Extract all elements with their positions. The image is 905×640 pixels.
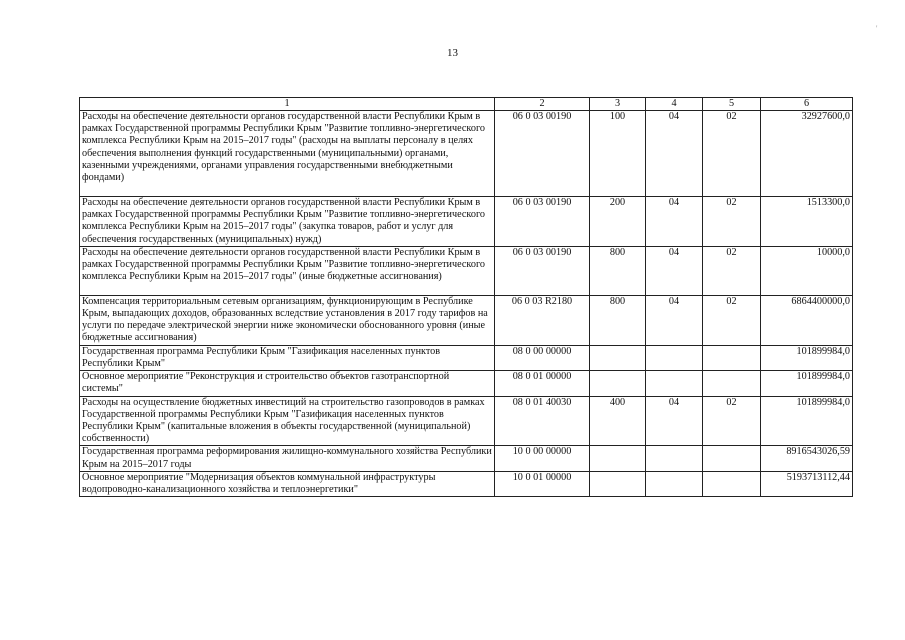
header-row — [80, 98, 853, 111]
expense-type — [590, 371, 646, 396]
target-code: 08 0 01 40030 — [495, 396, 590, 446]
amount: 101899984,0 — [761, 396, 853, 446]
item-name: Расходы на осуществление бюджетных инвестиций на строительство газопроводов в рамках Государственной программы Республики Крым "Газификация населенных пунктов Республики Крым" (капитальные вложения в объекты государственной (муниципальной) собственности) — [80, 396, 495, 446]
item-name: Расходы на обеспечение деятельности органов государственной власти Республики Крым в рамках Государственной программы Республики Крым "Развитие топливно-энергетического комплекса Республики Крым на 2015–2017 годы" (закупка товаров, работ и услуг для обеспечения государственных (муниципальных) нужд) — [80, 197, 495, 247]
amount: 5193713112,44 — [761, 471, 853, 496]
expense-type: 100 — [590, 111, 646, 197]
target-code: 10 0 00 00000 — [495, 446, 590, 471]
subsection-code — [703, 371, 761, 396]
expense-type — [590, 345, 646, 370]
expense-type: 200 — [590, 197, 646, 247]
table-row — [80, 396, 853, 446]
subsection-code — [703, 471, 761, 496]
amount: 6864400000,0 — [761, 295, 853, 345]
table-row — [80, 197, 853, 247]
section-code — [646, 371, 703, 396]
table-row — [80, 371, 853, 396]
section-code: 04 — [646, 295, 703, 345]
subsection-code — [703, 345, 761, 370]
table-row — [80, 345, 853, 370]
header-cell-3: 3 — [590, 98, 646, 111]
expense-type: 400 — [590, 396, 646, 446]
item-name: Компенсация территориальным сетевым организациям, функционирующим в Республике Крым, выпадающих доходов, образованных вследствие установления в 2017 году тарифов на услуги по передаче электрической энергии ниже экономически обоснованного уровня (иные бюджетные ассигнования) — [80, 295, 495, 345]
header-cell-1: 1 — [80, 98, 495, 111]
header-cell-4: 4 — [646, 98, 703, 111]
table-row — [80, 246, 853, 295]
target-code: 10 0 01 00000 — [495, 471, 590, 496]
item-name: Государственная программа Республики Крым "Газификация населенных пунктов Республики Крым" — [80, 345, 495, 370]
section-code: 04 — [646, 111, 703, 197]
header-cell-2: 2 — [495, 98, 590, 111]
table-row — [80, 471, 853, 496]
item-name: Основное мероприятие "Модернизация объектов коммунальной инфраструктуры водопроводно-канализационного хозяйства и теплоэнергетики" — [80, 471, 495, 496]
item-name: Расходы на обеспечение деятельности органов государственной власти Республики Крым в рамках Государственной программы Республики Крым "Развитие топливно-энергетического комплекса Республики Крым на 2015–2017 годы" (иные бюджетные ассигнования) — [80, 246, 495, 295]
section-code — [646, 471, 703, 496]
budget-table — [79, 97, 853, 497]
section-code: 04 — [646, 197, 703, 247]
item-name: Государственная программа реформирования жилищно-коммунального хозяйства Республики Крым на 2015–2017 годы — [80, 446, 495, 471]
subsection-code: 02 — [703, 197, 761, 247]
target-code: 08 0 00 00000 — [495, 345, 590, 370]
subsection-code: 02 — [703, 246, 761, 295]
table-row — [80, 446, 853, 471]
page-number: 13 — [447, 47, 458, 59]
subsection-code: 02 — [703, 396, 761, 446]
item-name: Основное мероприятие "Реконструкция и строительство объектов газотранспортной системы" — [80, 371, 495, 396]
amount: 8916543026,59 — [761, 446, 853, 471]
header-cell-5: 5 — [703, 98, 761, 111]
amount: 101899984,0 — [761, 371, 853, 396]
header-cell-6: 6 — [761, 98, 853, 111]
target-code: 06 0 03 00190 — [495, 246, 590, 295]
target-code: 06 0 03 00190 — [495, 197, 590, 247]
scan-mark: ' — [876, 24, 878, 33]
target-code: 06 0 03 00190 — [495, 111, 590, 197]
amount: 1513300,0 — [761, 197, 853, 247]
section-code: 04 — [646, 396, 703, 446]
subsection-code: 02 — [703, 295, 761, 345]
subsection-code: 02 — [703, 111, 761, 197]
target-code: 08 0 01 00000 — [495, 371, 590, 396]
subsection-code — [703, 446, 761, 471]
section-code — [646, 345, 703, 370]
target-code: 06 0 03 R2180 — [495, 295, 590, 345]
item-name: Расходы на обеспечение деятельности органов государственной власти Республики Крым в рамках Государственной программы Республики Крым "Развитие топливно-энергетического комплекса Республики Крым на 2015–2017 годы" (расходы на выплаты персоналу в целях обеспечения выполнения функций государственными (муниципальными) органами, казенными учреждениями, органами управления государственными внебюджетными фондами) — [80, 111, 495, 197]
expense-type: 800 — [590, 295, 646, 345]
amount: 32927600,0 — [761, 111, 853, 197]
section-code — [646, 446, 703, 471]
expense-type: 800 — [590, 246, 646, 295]
expense-type — [590, 446, 646, 471]
table-row — [80, 295, 853, 345]
section-code: 04 — [646, 246, 703, 295]
table-row — [80, 111, 853, 197]
amount: 101899984,0 — [761, 345, 853, 370]
expense-type — [590, 471, 646, 496]
amount: 10000,0 — [761, 246, 853, 295]
